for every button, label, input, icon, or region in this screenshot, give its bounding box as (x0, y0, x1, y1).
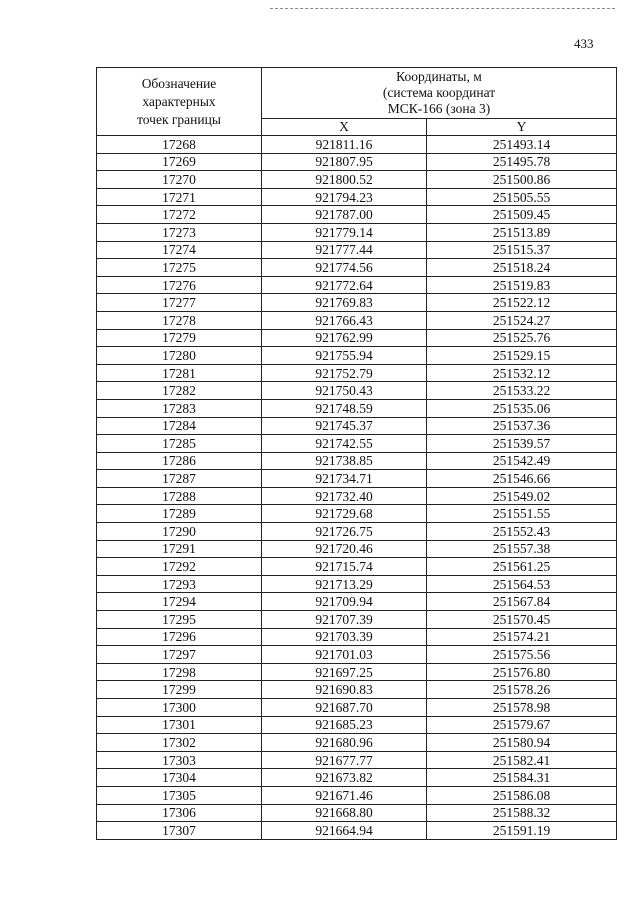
y-cell: 251518.24 (427, 259, 617, 277)
x-cell: 921687.70 (262, 699, 427, 717)
header-x: X (262, 119, 427, 136)
header-coords-line: (система координат (382, 85, 496, 100)
table-row (97, 558, 617, 576)
x-cell: 921680.96 (262, 734, 427, 752)
table-row (97, 734, 617, 752)
table-row (97, 452, 617, 470)
point-id-cell: 17275 (97, 259, 262, 277)
y-cell: 251500.86 (427, 171, 617, 189)
x-cell: 921664.94 (262, 822, 427, 840)
x-cell: 921787.00 (262, 206, 427, 224)
point-id-cell: 17288 (97, 487, 262, 505)
y-cell: 251580.94 (427, 734, 617, 752)
y-cell: 251579.67 (427, 716, 617, 734)
header-point-line: Обозначение (141, 75, 217, 91)
header-y: Y (427, 119, 617, 136)
point-id-cell: 17268 (97, 136, 262, 154)
point-id-cell: 17306 (97, 804, 262, 822)
header-point-line: точек границы (137, 111, 221, 127)
y-cell: 251532.12 (427, 364, 617, 382)
y-cell: 251582.41 (427, 751, 617, 769)
y-cell: 251525.76 (427, 329, 617, 347)
y-cell: 251505.55 (427, 188, 617, 206)
y-cell: 251513.89 (427, 223, 617, 241)
page-number: 433 (574, 36, 594, 51)
table-row (97, 417, 617, 435)
x-cell: 921755.94 (262, 347, 427, 365)
table-row (97, 470, 617, 488)
point-id-cell: 17301 (97, 716, 262, 734)
x-cell: 921709.94 (262, 593, 427, 611)
x-cell: 921807.95 (262, 153, 427, 171)
point-id-cell: 17278 (97, 311, 262, 329)
x-cell: 921673.82 (262, 769, 427, 787)
x-cell: 921732.40 (262, 487, 427, 505)
point-id-cell: 17274 (97, 241, 262, 259)
table-row (97, 136, 617, 154)
point-id-cell: 17307 (97, 822, 262, 840)
y-cell: 251537.36 (427, 417, 617, 435)
x-cell: 921697.25 (262, 663, 427, 681)
point-id-cell: 17289 (97, 505, 262, 523)
table-row (97, 364, 617, 382)
x-cell: 921734.71 (262, 470, 427, 488)
point-id-cell: 17280 (97, 347, 262, 365)
point-id-cell: 17293 (97, 575, 262, 593)
point-id-cell: 17291 (97, 540, 262, 558)
x-cell: 921703.39 (262, 628, 427, 646)
coordinates-table (96, 67, 617, 840)
point-id-cell: 17284 (97, 417, 262, 435)
table-row (97, 540, 617, 558)
y-cell: 251549.02 (427, 487, 617, 505)
point-id-cell: 17290 (97, 523, 262, 541)
table-row (97, 311, 617, 329)
x-cell: 921766.43 (262, 311, 427, 329)
x-cell: 921701.03 (262, 646, 427, 664)
x-cell: 921800.52 (262, 171, 427, 189)
x-cell: 921720.46 (262, 540, 427, 558)
y-cell: 251522.12 (427, 294, 617, 312)
y-cell: 251578.98 (427, 699, 617, 717)
y-cell: 251535.06 (427, 399, 617, 417)
point-id-cell: 17299 (97, 681, 262, 699)
y-cell: 251515.37 (427, 241, 617, 259)
x-cell: 921707.39 (262, 611, 427, 629)
x-cell: 921748.59 (262, 399, 427, 417)
y-cell: 251551.55 (427, 505, 617, 523)
table-row (97, 751, 617, 769)
x-cell: 921779.14 (262, 223, 427, 241)
point-id-cell: 17272 (97, 206, 262, 224)
x-cell: 921745.37 (262, 417, 427, 435)
y-cell: 251574.21 (427, 628, 617, 646)
point-id-cell: 17282 (97, 382, 262, 400)
x-cell: 921774.56 (262, 259, 427, 277)
y-cell: 251539.57 (427, 435, 617, 453)
x-cell: 921811.16 (262, 136, 427, 154)
table-row (97, 628, 617, 646)
top-rule (270, 8, 615, 9)
table-row (97, 822, 617, 840)
point-id-cell: 17276 (97, 276, 262, 294)
y-cell: 251564.53 (427, 575, 617, 593)
point-id-cell: 17269 (97, 153, 262, 171)
x-cell: 921668.80 (262, 804, 427, 822)
y-cell: 251519.83 (427, 276, 617, 294)
point-id-cell: 17295 (97, 611, 262, 629)
point-id-cell: 17292 (97, 558, 262, 576)
y-cell: 251542.49 (427, 452, 617, 470)
x-cell: 921752.79 (262, 364, 427, 382)
table-row (97, 505, 617, 523)
x-cell: 921762.99 (262, 329, 427, 347)
table-row (97, 523, 617, 541)
table-row (97, 575, 617, 593)
x-cell: 921742.55 (262, 435, 427, 453)
y-cell: 251493.14 (427, 136, 617, 154)
y-cell: 251533.22 (427, 382, 617, 400)
table-row (97, 786, 617, 804)
header-coordinates (262, 68, 617, 119)
point-id-cell: 17305 (97, 786, 262, 804)
table-row (97, 435, 617, 453)
y-cell: 251509.45 (427, 206, 617, 224)
point-id-cell: 17283 (97, 399, 262, 417)
y-cell: 251495.78 (427, 153, 617, 171)
point-id-cell: 17298 (97, 663, 262, 681)
table-row (97, 382, 617, 400)
y-cell: 251557.38 (427, 540, 617, 558)
table-row (97, 611, 617, 629)
point-id-cell: 17286 (97, 452, 262, 470)
y-cell: 251584.31 (427, 769, 617, 787)
table-row (97, 646, 617, 664)
table-row (97, 206, 617, 224)
point-id-cell: 17303 (97, 751, 262, 769)
table-body (97, 136, 617, 840)
x-cell: 921713.29 (262, 575, 427, 593)
y-cell: 251546.66 (427, 470, 617, 488)
y-cell: 251576.80 (427, 663, 617, 681)
table-row (97, 399, 617, 417)
x-cell: 921690.83 (262, 681, 427, 699)
y-cell: 251578.26 (427, 681, 617, 699)
point-id-cell: 17270 (97, 171, 262, 189)
point-id-cell: 17279 (97, 329, 262, 347)
y-cell: 251567.84 (427, 593, 617, 611)
point-id-cell: 17285 (97, 435, 262, 453)
y-cell: 251561.25 (427, 558, 617, 576)
table-row (97, 241, 617, 259)
x-cell: 921794.23 (262, 188, 427, 206)
table-row (97, 171, 617, 189)
header-coords-line: Координаты, м (396, 69, 482, 84)
table-row (97, 188, 617, 206)
x-cell: 921715.74 (262, 558, 427, 576)
y-cell: 251588.32 (427, 804, 617, 822)
x-cell: 921772.64 (262, 276, 427, 294)
point-id-cell: 17281 (97, 364, 262, 382)
y-cell: 251524.27 (427, 311, 617, 329)
table-row (97, 716, 617, 734)
y-cell: 251591.19 (427, 822, 617, 840)
table-row (97, 259, 617, 277)
x-cell: 921726.75 (262, 523, 427, 541)
x-cell: 921685.23 (262, 716, 427, 734)
table-row (97, 487, 617, 505)
x-cell: 921777.44 (262, 241, 427, 259)
x-cell: 921750.43 (262, 382, 427, 400)
point-id-cell: 17297 (97, 646, 262, 664)
point-id-cell: 17296 (97, 628, 262, 646)
y-cell: 251552.43 (427, 523, 617, 541)
point-id-cell: 17277 (97, 294, 262, 312)
header-point-line: характерных (142, 93, 216, 109)
y-cell: 251575.56 (427, 646, 617, 664)
table-row (97, 294, 617, 312)
y-cell: 251529.15 (427, 347, 617, 365)
table-row (97, 804, 617, 822)
x-cell: 921729.68 (262, 505, 427, 523)
point-id-cell: 17271 (97, 188, 262, 206)
point-id-cell: 17294 (97, 593, 262, 611)
table-row (97, 681, 617, 699)
table-row (97, 699, 617, 717)
x-cell: 921677.77 (262, 751, 427, 769)
table-row (97, 347, 617, 365)
table-row (97, 153, 617, 171)
point-id-cell: 17300 (97, 699, 262, 717)
x-cell: 921671.46 (262, 786, 427, 804)
point-id-cell: 17273 (97, 223, 262, 241)
header-point-designation (97, 68, 262, 136)
table-row (97, 593, 617, 611)
table-row (97, 223, 617, 241)
x-cell: 921738.85 (262, 452, 427, 470)
point-id-cell: 17302 (97, 734, 262, 752)
point-id-cell: 17304 (97, 769, 262, 787)
x-cell: 921769.83 (262, 294, 427, 312)
table-row (97, 276, 617, 294)
table-row (97, 329, 617, 347)
point-id-cell: 17287 (97, 470, 262, 488)
y-cell: 251570.45 (427, 611, 617, 629)
header-coords-line: МСК-166 (зона 3) (387, 101, 491, 116)
table-row (97, 769, 617, 787)
table-row (97, 663, 617, 681)
y-cell: 251586.08 (427, 786, 617, 804)
